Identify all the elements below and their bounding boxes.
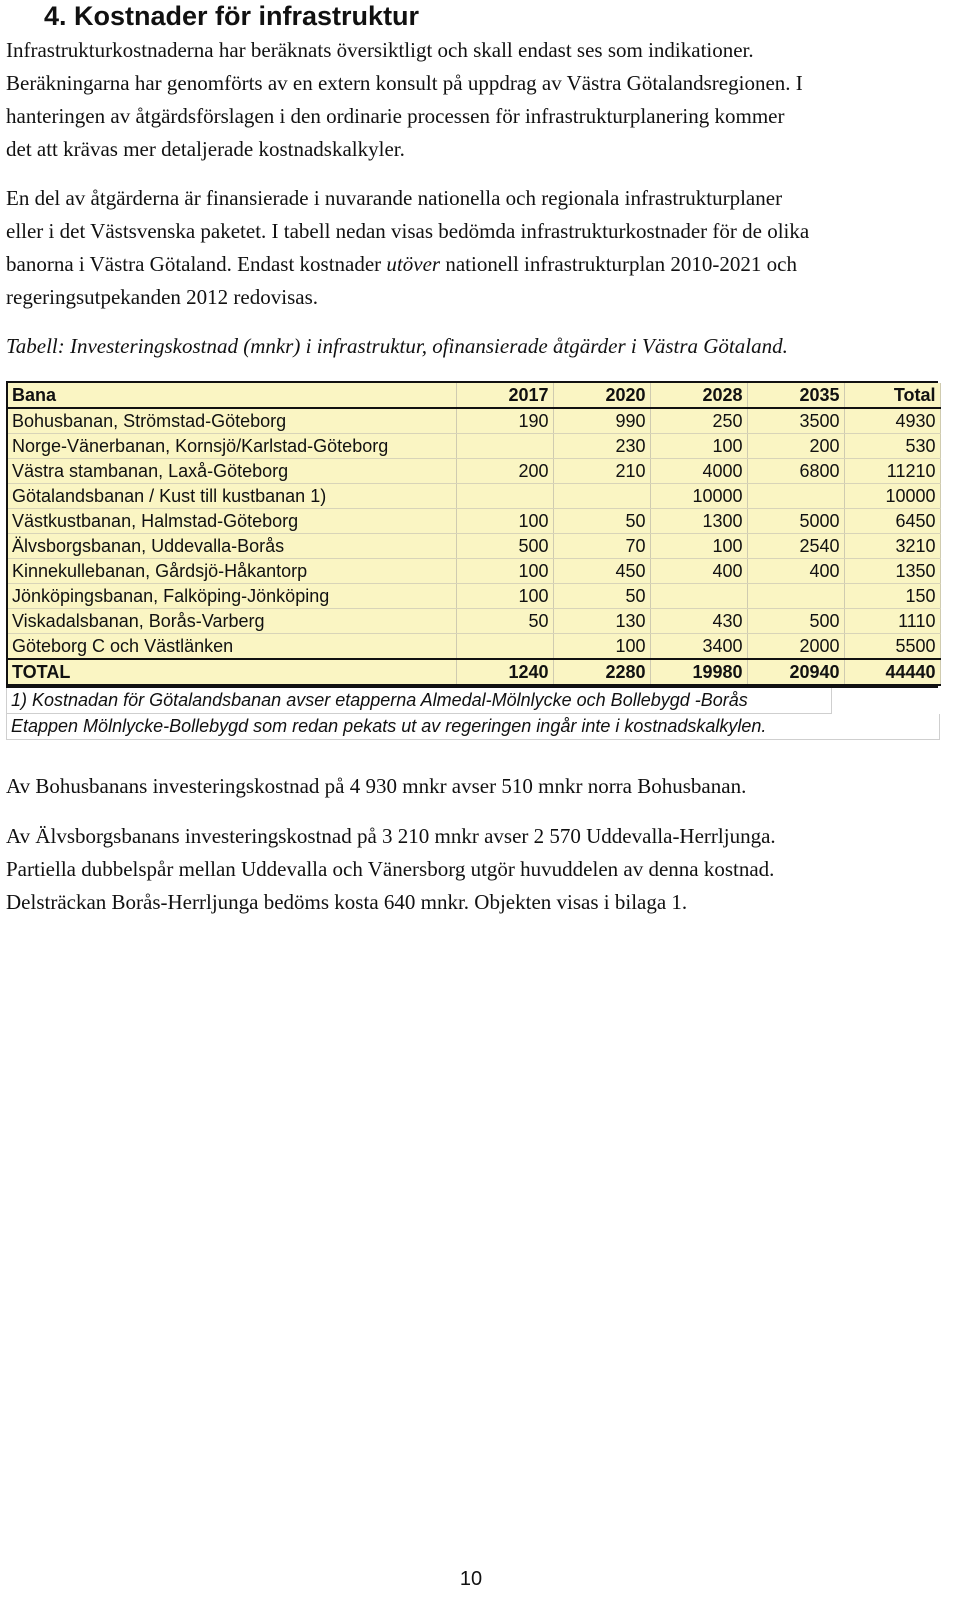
cost-cell: 500 (456, 534, 553, 559)
cost-cell: 250 (650, 408, 747, 434)
cost-cell: 10000 (650, 484, 747, 509)
cost-cell: 4930 (844, 408, 940, 434)
cost-cell: 1300 (650, 509, 747, 534)
cost-cell: 200 (456, 459, 553, 484)
financing-paragraph (6, 182, 954, 314)
table-row (8, 434, 940, 459)
text-line: Av Älvsborgsbanans investeringskostnad på 3 210 mnkr avser 2 570 Uddevalla-Herrljunga. (6, 824, 776, 848)
text-line: Infrastrukturkostnaderna har beräknats översiktligt och skall endast ses som indikationer. (6, 38, 754, 62)
cost-cell: 100 (650, 534, 747, 559)
total-cell: 44440 (844, 659, 940, 685)
cost-cell: 190 (456, 408, 553, 434)
text-line: det att krävas mer detaljerade kostnadskalkyler. (6, 137, 405, 161)
text-line: regeringsutpekanden 2012 redovisas. (6, 285, 318, 309)
bohusbanan-paragraph: Av Bohusbanans investeringskostnad på 4 930 mnkr avser 510 mnkr norra Bohusbanan. (6, 774, 747, 798)
cost-cell: 100 (456, 509, 553, 534)
total-cell: 20940 (747, 659, 844, 685)
cost-cell: 430 (650, 609, 747, 634)
cost-cell: 100 (650, 434, 747, 459)
cost-cell: 3400 (650, 634, 747, 660)
text-segment: banorna i Västra Götaland. Endast kostnader (6, 252, 387, 276)
row-label: Älvsborgsbanan, Uddevalla-Borås (8, 534, 456, 559)
cost-cell: 6800 (747, 459, 844, 484)
cost-cell: 1350 (844, 559, 940, 584)
table-total-row (8, 659, 940, 685)
table-row (8, 459, 940, 484)
table-row (8, 634, 940, 660)
text-line: eller i det Västsvenska paketet. I tabell nedan visas bedömda infrastrukturkostnader för de olika (6, 219, 810, 243)
cost-table-frame (6, 381, 938, 688)
cost-cell (553, 484, 650, 509)
cost-cell: 3500 (747, 408, 844, 434)
row-label: Jönköpingsbanan, Falköping-Jönköping (8, 584, 456, 609)
cost-table (8, 383, 941, 686)
cost-cell: 3210 (844, 534, 940, 559)
row-label: Norge-Vänerbanan, Kornsjö/Karlstad-Göteborg (8, 434, 456, 459)
cost-cell (650, 584, 747, 609)
table-row (8, 584, 940, 609)
cost-cell: 6450 (844, 509, 940, 534)
table-row (8, 559, 940, 584)
row-label: Kinnekullebanan, Gårdsjö-Håkantorp (8, 559, 456, 584)
section-heading: 4. Kostnader för infrastruktur (44, 1, 420, 31)
cost-cell: 50 (553, 509, 650, 534)
text-line: Delsträckan Borås-Herrljunga bedöms kosta 640 mnkr. Objekten visas i bilaga 1. (6, 890, 688, 914)
table-row (8, 509, 940, 534)
column-header-2035: 2035 (747, 383, 844, 408)
text-line (6, 248, 954, 281)
table-row (8, 408, 940, 434)
table-footnote: 1) Kostnadan för Götalandsbanan avser etapperna Almedal-Mölnlycke och Bollebygd -Borås (6, 688, 832, 714)
cost-cell: 100 (553, 634, 650, 660)
cost-cell (747, 484, 844, 509)
cost-cell: 450 (553, 559, 650, 584)
text-line: Partiella dubbelspår mellan Uddevalla och Vänersborg utgör huvuddelen av denna kostnad. (6, 857, 775, 881)
text-segment: nationell infrastrukturplan 2010-2021 och (440, 252, 797, 276)
cost-cell: 4000 (650, 459, 747, 484)
column-header-2028: 2028 (650, 383, 747, 408)
cost-cell (456, 484, 553, 509)
table-row (8, 484, 940, 509)
emphasis-text: utöver (386, 252, 441, 276)
table-row (8, 609, 940, 634)
cost-table-block (6, 381, 938, 740)
cost-cell (747, 584, 844, 609)
table-body (8, 408, 940, 659)
cost-cell: 2540 (747, 534, 844, 559)
table-row (8, 534, 940, 559)
cost-cell: 10000 (844, 484, 940, 509)
page-number: 10 (459, 1568, 483, 1590)
row-label: Västkustbanan, Halmstad-Göteborg (8, 509, 456, 534)
cost-cell: 210 (553, 459, 650, 484)
cost-cell: 50 (553, 584, 650, 609)
text-line: Beräkningarna har genomförts av en extern konsult på uppdrag av Västra Götalandsregionen. I (6, 71, 803, 95)
cost-cell: 200 (747, 434, 844, 459)
cost-cell: 400 (747, 559, 844, 584)
intro-paragraph (6, 34, 954, 166)
cost-cell: 230 (553, 434, 650, 459)
column-header-total: Total (844, 383, 940, 408)
table-header-row (8, 383, 940, 408)
text-line: hanteringen av åtgärdsförslagen i den ordinarie processen för infrastrukturplanering kommer (6, 104, 785, 128)
cost-cell: 990 (553, 408, 650, 434)
column-header-2017: 2017 (456, 383, 553, 408)
cost-cell: 150 (844, 584, 940, 609)
row-label: Viskadalsbanan, Borås-Varberg (8, 609, 456, 634)
cost-cell: 130 (553, 609, 650, 634)
column-header-2020: 2020 (553, 383, 650, 408)
cost-cell (456, 634, 553, 660)
total-cell: 2280 (553, 659, 650, 685)
cost-cell: 500 (747, 609, 844, 634)
cost-cell: 5000 (747, 509, 844, 534)
total-cell: 1240 (456, 659, 553, 685)
row-label: Götalandsbanan / Kust till kustbanan 1) (8, 484, 456, 509)
row-label: Västra stambanan, Laxå-Göteborg (8, 459, 456, 484)
cost-cell: 100 (456, 584, 553, 609)
alvsborgsbanan-paragraph (6, 820, 954, 919)
cost-cell: 400 (650, 559, 747, 584)
table-footnote: Etappen Mölnlycke-Bollebygd som redan pekats ut av regeringen ingår inte i kostnadskalkylen. (6, 714, 940, 740)
cost-cell (456, 434, 553, 459)
total-cell: 19980 (650, 659, 747, 685)
column-header-bana: Bana (8, 383, 456, 408)
cost-cell: 530 (844, 434, 940, 459)
cost-cell: 50 (456, 609, 553, 634)
total-label: TOTAL (8, 659, 456, 685)
text-line: En del av åtgärderna är finansierade i nuvarande nationella och regionala infrastrukturplaner (6, 186, 783, 210)
cost-cell: 11210 (844, 459, 940, 484)
cost-cell: 100 (456, 559, 553, 584)
cost-cell: 2000 (747, 634, 844, 660)
table-caption: Tabell: Investeringskostnad (mnkr) i infrastruktur, ofinansierade åtgärder i Västra Götaland. (6, 334, 788, 358)
cost-cell: 70 (553, 534, 650, 559)
row-label: Göteborg C och Västlänken (8, 634, 456, 660)
row-label: Bohusbanan, Strömstad-Göteborg (8, 408, 456, 434)
cost-cell: 1110 (844, 609, 940, 634)
cost-cell: 5500 (844, 634, 940, 660)
